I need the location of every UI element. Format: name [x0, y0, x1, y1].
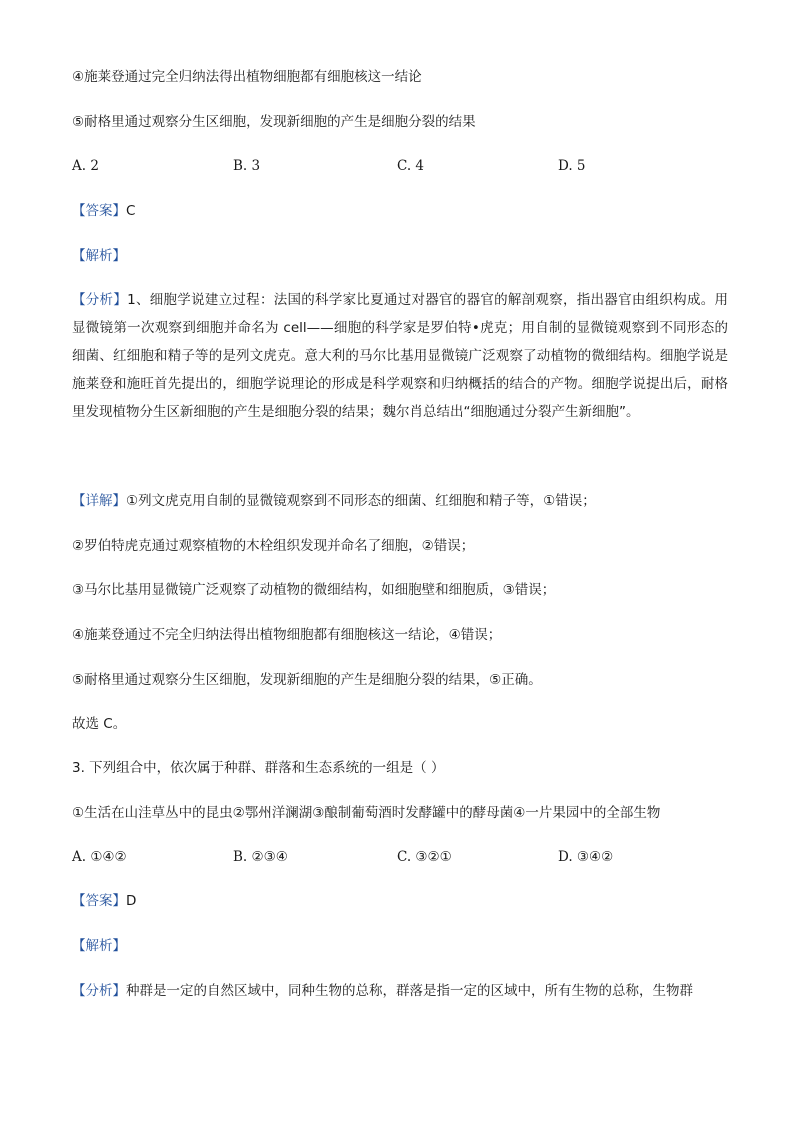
- statement-4: ④施莱登通过完全归纳法得出植物细胞都有细胞核这一结论: [72, 69, 422, 85]
- answer-value: D: [126, 893, 137, 909]
- detail-5: ⑤耐格里通过观察分生区细胞，发现新细胞的产生是细胞分裂的结果，⑤正确。: [72, 672, 542, 688]
- q3-question: 3. 下列组合中，依次属于种群、群落和生态系统的一组是（ ）: [72, 760, 445, 776]
- detail-1: [72, 491, 732, 511]
- option-d: D. 5: [558, 158, 586, 174]
- statement-5: ⑤耐格里通过观察分生区细胞，发现新细胞的产生是细胞分裂的结果: [72, 114, 476, 130]
- q2-options: [72, 156, 732, 176]
- option-a: A. 2: [72, 158, 99, 174]
- detail-4: ④施莱登通过不完全归纳法得出植物细胞都有细胞核这一结论，④错误；: [72, 627, 502, 643]
- option-c: C. 4: [397, 158, 425, 174]
- detail-tag: 【详解】: [72, 493, 126, 509]
- q3-analysis-line: [72, 981, 732, 1001]
- answer-tag: 【答案】: [72, 203, 126, 219]
- q3-answer: [72, 891, 732, 911]
- q3-analysis-heading: [72, 936, 732, 956]
- analysis-tag: 【解析】: [72, 938, 126, 954]
- option-b: B. 3: [233, 158, 261, 174]
- option-c: C. ③②①: [397, 849, 452, 865]
- detail-1-text: ①列文虎克用自制的显微镜观察到不同形态的细菌、红细胞和精子等，①错误；: [126, 493, 596, 509]
- q2-conclusion: 故选 C。: [72, 716, 127, 732]
- option-a: A. ①④②: [72, 849, 127, 865]
- option-b: B. ②③④: [233, 849, 288, 865]
- fenxi-text: 种群是一定的自然区域中，同种生物的总称，群落是指一定的区域中，所有生物的总称，生物群: [126, 983, 693, 999]
- q3-options: [72, 847, 732, 867]
- fenxi-text: 1、细胞学说建立过程：法国的科学家比夏通过对器官的器官的解剖观察，指出器官由组织构成。用显微镜第一次观察到细胞并命名为 cell——细胞的科学家是罗伯特•虎克；用自制的显微镜观察到不同形态的细菌、红细胞和精子等的是列文虎克。意大利的马尔比基用显微镜广泛观察了动植物的微细结构。细胞学说是施莱登和施旺首先提出的，细胞学说理论的形成是科学观察和归纳概括的结合的产物。细胞学说提出后，耐格里发现植物分生区新细胞的产生是细胞分裂的结果；魏尔肖总结出“细胞通过分裂产生新细胞”。: [72, 292, 729, 420]
- q3-items: ①生活在山洼草丛中的昆虫②鄂州洋澜湖③酿制葡萄酒时发酵罐中的酵母菌④一片果园中的全部生物: [72, 805, 661, 821]
- q2-answer: [72, 201, 732, 221]
- answer-tag: 【答案】: [72, 893, 126, 909]
- q2-analysis-paragraph: [72, 286, 728, 426]
- detail-2: ②罗伯特虎克通过观察植物的木栓组织发现并命名了细胞，②错误；: [72, 538, 475, 554]
- option-d: D. ③④②: [558, 849, 614, 865]
- fenxi-tag: 【分析】: [72, 983, 126, 999]
- fenxi-tag: 【分析】: [72, 292, 128, 308]
- detail-3: ③马尔比基用显微镜广泛观察了动植物的微细结构，如细胞壁和细胞质，③错误；: [72, 582, 556, 598]
- analysis-tag: 【解析】: [72, 248, 126, 264]
- q2-analysis-heading: [72, 246, 732, 266]
- answer-value: C: [126, 203, 136, 219]
